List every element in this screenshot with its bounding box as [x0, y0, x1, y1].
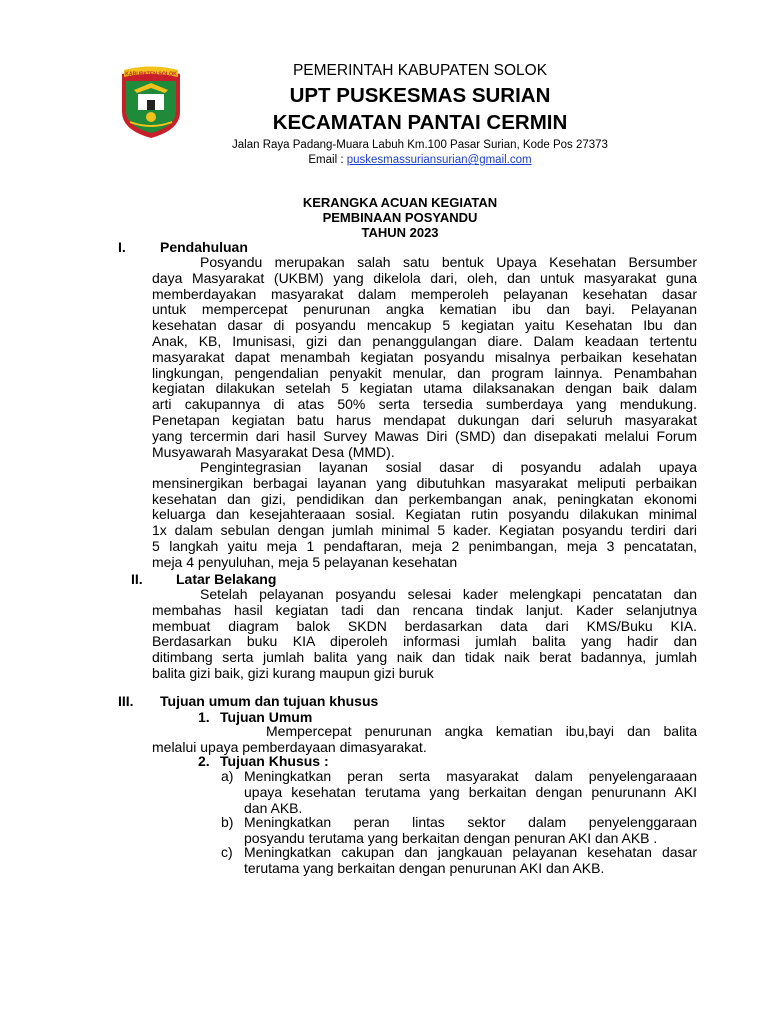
text-line: Meningkatkan cakupan dan jangkauan pelayanan kesehatan dasar: [244, 844, 697, 860]
text-line: Berdasarkan buku KIA diperoleh informasi jumlah balita yang hadir dan: [152, 633, 697, 650]
text-line: Musyawarah Masyarakat Desa (MMD).: [152, 443, 395, 460]
subsection-1-number: 1.: [198, 709, 210, 725]
text-line: balita gizi baik, gizi kurang maupun gizi buruk: [152, 664, 434, 681]
address: Jalan Raya Padang-Muara Labuh Km.100 Pasar Surian, Kode Pos 27373: [232, 139, 608, 151]
text-line: Mempercepat penurunan angka kematian ibu,bayi dan balita: [266, 723, 697, 739]
subsection-2-heading: Tujuan Khusus :: [220, 753, 329, 769]
title-line-2: PEMBINAAN POSYANDU: [322, 210, 478, 225]
text-line: lingkungan, pengendalian penyakit menular, dan program lainnya. Penambahan: [152, 364, 697, 381]
text-line: ditimbang serta jumlah balita yang naik dan tidak naik berat badannya, jumlah: [152, 649, 697, 666]
text-line: masyarakat dapat menambah kegiatan posyandu misalnya perbaikan kesehatan: [152, 348, 697, 365]
text-line: Meningkatkan peran lintas sektor dalam penyelenggaraan: [244, 814, 697, 830]
text-line: untuk mempercepat penurunan angka kematian ibu dan bayi. Pelayanan: [152, 301, 697, 318]
kabupaten-solok-logo: [118, 64, 184, 140]
district-name: KECAMATAN PANTAI CERMIN: [272, 111, 568, 134]
government-name: PEMERINTAH KABUPATEN SOLOK: [292, 62, 548, 79]
document-title: [150, 195, 650, 240]
text-line: Pengintegrasian layanan sosial dasar di posyandu adalah upaya: [200, 459, 697, 475]
text-line: Meningkatkan peran serta masyarakat dalam penyelengaraaan: [244, 768, 697, 784]
text-line: meja 4 penyuluhan, meja 5 pelayanan kesehatan: [152, 553, 458, 570]
section-1-numeral: I.: [118, 239, 126, 255]
text-line: mensinergikan berbagai layanan yang dibutuhkan masyarakat meliputi perbaikan: [152, 474, 697, 491]
text-line: keluarga dan kesejahteraaan sosial. Kegiatan rutin posyandu dilakukan minimal: [152, 506, 697, 523]
item-c-text: [244, 845, 697, 877]
text-line: kesehatan dasar di posyandu mencakup 5 kegiatan yaitu Kesehatan Ibu dan: [152, 317, 697, 334]
text-line: memberdayakan masyarakat dalam memperoleh pelayanan kesehatan dasar: [152, 285, 697, 302]
section-2-paragraph-1: [152, 587, 697, 682]
text-line: melalui upaya pemberdayaan dimasyarakat.: [152, 738, 427, 755]
email-label: Email :: [308, 154, 347, 166]
email-line: [190, 153, 650, 168]
text-line: kegiatan dilakukan setelah 5 kegiatan utama dilaksanakan dengan baik dalam: [152, 380, 697, 397]
text-line: Penetapan kegiatan batu harus mendapat dukungan dari seluruh masyarakat: [152, 411, 697, 428]
section-1-paragraph-1: [152, 255, 697, 460]
section-1-paragraph-2: [152, 460, 697, 571]
text-line: membahas hasil kegiatan tadi dan rencana tindak lanjut. Kader selanjutnya: [152, 601, 697, 618]
section-3-numeral: III.: [118, 693, 134, 709]
text-line: Posyandu merupakan salah satu bentuk Upaya Kesehatan Bersumber: [200, 254, 697, 270]
item-b-letter: b): [221, 814, 234, 830]
subsection-2-number: 2.: [198, 753, 210, 769]
text-line: upaya kesehatan terutama yang berkaitan dengan penurunann AKI: [244, 783, 697, 800]
section-2-numeral: II.: [131, 571, 143, 587]
item-a-letter: a): [221, 768, 234, 784]
text-line: terutama yang berkaitan dengan penurunan AKI dan AKB.: [244, 859, 605, 876]
email-link[interactable]: puskesmassuriansurian@gmail.com: [346, 154, 532, 166]
item-c-letter: c): [221, 844, 233, 860]
item-a-text: [244, 769, 697, 816]
institution-name: UPT PUSKESMAS SURIAN: [289, 84, 551, 107]
text-line: Setelah pelayanan posyandu selesai kader melengkapi pencatatan dan: [200, 586, 697, 602]
text-line: Anak, KB, Imunisasi, gizi dan penanggulangan diare. Dalam keadaan tertentu: [152, 332, 697, 349]
title-line-1: KERANGKA ACUAN KEGIATAN: [302, 195, 498, 210]
subsection-1-text: [152, 724, 697, 756]
subsection-1-heading: Tujuan Umum: [220, 709, 313, 725]
text-line: 1x dalam sebulan dengan jumlah minimal 5 kader. Kegiatan posyandu terdiri dari: [152, 522, 697, 539]
title-line-3: TAHUN 2023: [361, 225, 439, 240]
text-line: posyandu terutama yang berkaitan dengan penuran AKI dan AKB .: [244, 829, 658, 846]
section-1-heading: Pendahuluan: [160, 239, 248, 255]
logo-text: KABUPATEN SOLOK: [125, 71, 177, 78]
text-line: membuat diagram balok SKDN berdasarkan data dari KMS/Buku KIA.: [152, 617, 697, 634]
text-line: yang tercermin dari hasil Survey Mawas Diri (SMD) dan disepakati melalui Forum: [152, 427, 697, 444]
text-line: dan AKB.: [244, 799, 303, 816]
letterhead: [190, 60, 650, 168]
text-line: daya Masyarakat (UKBM) yang dikelola dari, oleh, dan untuk masyarakat guna: [152, 269, 697, 286]
section-2-heading: Latar Belakang: [176, 571, 277, 587]
section-3-heading: Tujuan umum dan tujuan khusus: [160, 693, 379, 709]
text-line: 5 langkah yaitu meja 1 pendaftaran, meja 2 penimbangan, meja 3 pencatatan,: [152, 537, 697, 554]
item-b-text: [244, 815, 697, 847]
text-line: arti cakupannya di atas 50% serta tersedia sumberdaya yang mendukung.: [152, 396, 697, 413]
text-line: kesehatan dan gizi, pendidikan dan perkembangan anak, peningkatan ekonomi: [152, 490, 697, 507]
